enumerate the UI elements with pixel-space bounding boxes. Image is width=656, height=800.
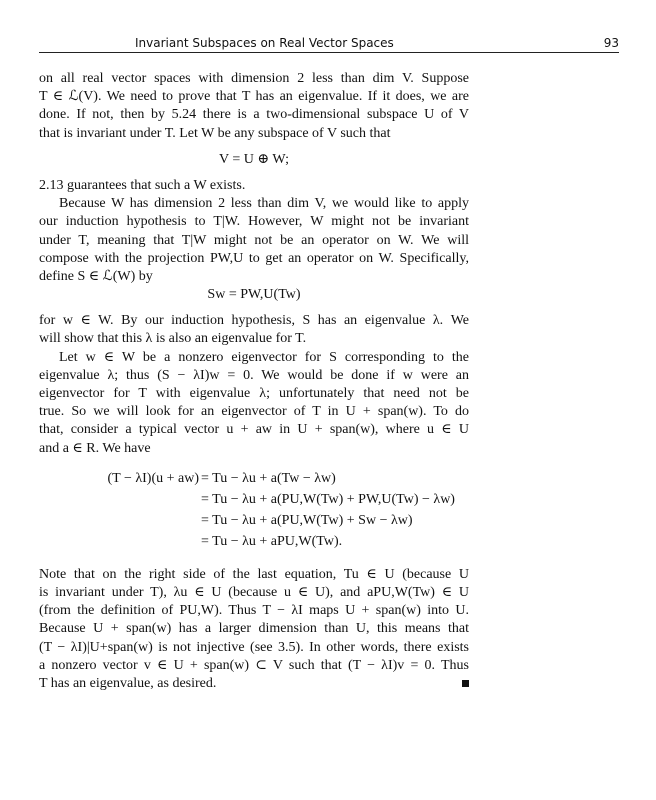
text-line: Let w ∈ W be a nonzero eigenvector for S corresponding to the	[59, 349, 469, 365]
text-line: Because U + span(w) has a larger dimension than U, this means that	[39, 621, 469, 637]
text-line: (T − λI)|U+span(w) is not injective (see 3.5). In other words, there exists	[39, 639, 469, 655]
text-line: that, consider a typical vector u + aw in U + span(w), where u ∈ U	[39, 422, 469, 438]
running-header-title: Invariant Subspaces on Real Vector Spaces	[135, 36, 394, 50]
text-line: on all real vector spaces with dimension 2 less than dim V. Suppose	[39, 71, 469, 86]
aligned-equation-row	[39, 470, 469, 491]
text-line: under T, meaning that T|W might not be an operator on W. We will	[39, 232, 469, 248]
aligned-equation-rhs: = Tu − λu + a(PU,W(Tw) + Sw − λw)	[201, 512, 413, 528]
aligned-equation-row	[39, 491, 469, 512]
aligned-equation-row	[39, 512, 469, 533]
text-line: eigenvector for T with eigenvalue λ; unfortunately that need not be	[39, 386, 469, 401]
display-equation: Sw = PW,U(Tw)	[207, 287, 301, 303]
text-line: eigenvalue λ; thus (S − λI)w = 0. We would be done if w were an	[39, 367, 469, 383]
page-number: 93	[603, 36, 619, 50]
text-line: true. So we will look for an eigenvector of T in U + span(w). To do	[39, 404, 469, 420]
text-line: T ∈ ℒ(V). We need to prove that T has an eigenvalue. If it does, we are	[39, 89, 469, 105]
text-line: define S ∈ ℒ(W) by	[39, 268, 153, 284]
aligned-equation-row	[39, 533, 469, 554]
text-line: compose with the projection PW,U to get an operator on W. Specifically,	[39, 250, 469, 266]
text-line: Note that on the right side of the last equation, Tu ∈ U (because U	[39, 566, 469, 582]
text-line: (from the definition of PU,W). Thus T − λI maps U + span(w) into U.	[39, 603, 469, 619]
text-line: done. If not, then by 5.24 there is a two-dimensional subspace U of V	[39, 107, 469, 123]
qed-square-icon	[462, 680, 469, 687]
page-body	[39, 70, 469, 693]
text-line: a nonzero vector v ∈ U + span(w) ⊂ V such that (T − λI)v = 0. Thus	[39, 657, 469, 673]
running-header	[39, 36, 619, 53]
text-line: 2.13 guarantees that such a W exists.	[39, 177, 246, 193]
aligned-equation-rhs: = Tu − λu + aPU,W(Tw).	[201, 533, 343, 549]
text-line: and a ∈ R. We have	[39, 440, 151, 456]
text-line: that is invariant under T. Let W be any subspace of V such that	[39, 125, 391, 141]
text-line: for w ∈ W. By our induction hypothesis, S has an eigenvalue λ. We	[39, 313, 469, 329]
text-line: our induction hypothesis to T|W. However, W might not be invariant	[39, 214, 469, 230]
text-line: is invariant under T), λu ∈ U (because u ∈ U), and aPU,W(Tw) ∈ U	[39, 584, 469, 600]
aligned-equation-rhs: = Tu − λu + a(Tw − λw)	[201, 470, 336, 486]
text-line: Because W has dimension 2 less than dim V, we would like to apply	[59, 196, 469, 212]
text-line: will show that this λ is also an eigenvalue for T.	[39, 331, 307, 347]
aligned-equation-rhs: = Tu − λu + a(PU,W(Tw) + PW,U(Tw) − λw)	[201, 491, 455, 507]
display-equation: V = U ⊕ W;	[219, 151, 289, 167]
text-line	[39, 675, 469, 693]
text-line-content: T has an eigenvalue, as desired.	[39, 675, 217, 691]
aligned-equation-lhs: (T − λI)(u + aw)	[107, 470, 199, 486]
